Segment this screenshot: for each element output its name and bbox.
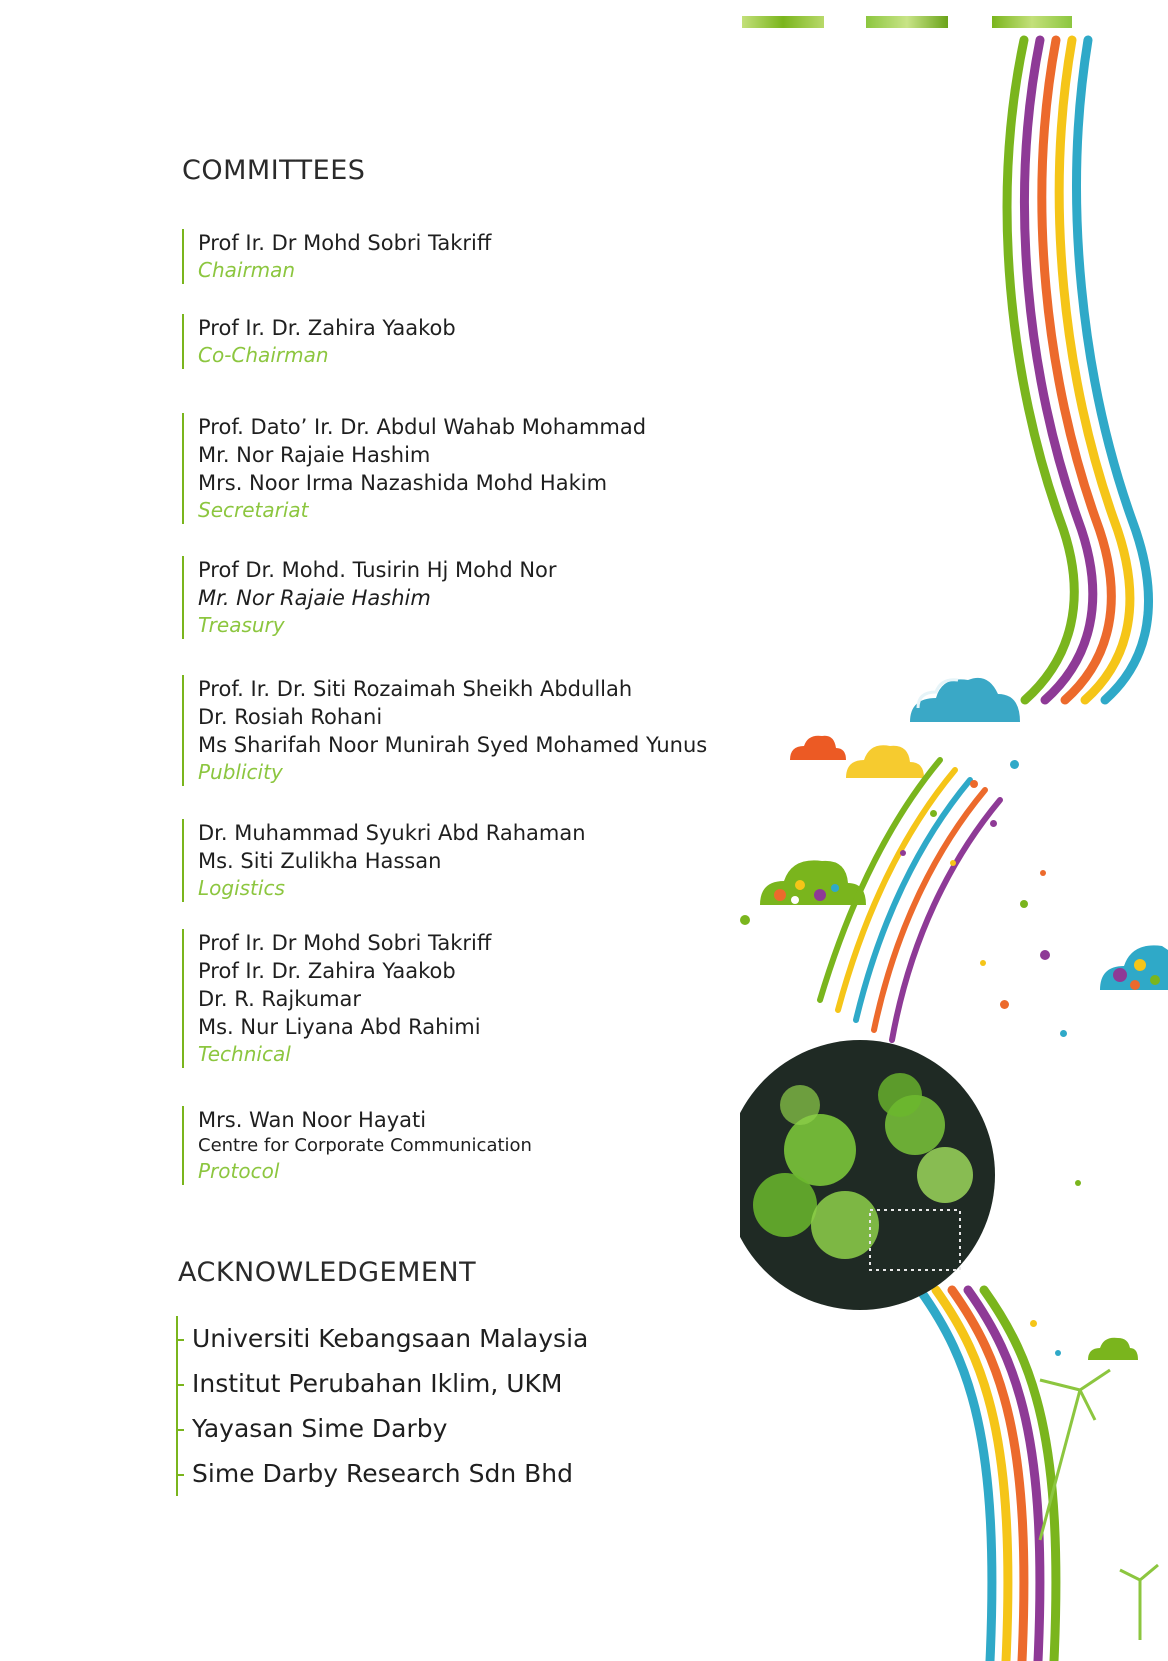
confetti-dot xyxy=(1020,900,1028,908)
decorative-artwork xyxy=(740,0,1168,1661)
member-name: Prof. Dato’ Ir. Dr. Abdul Wahab Mohammad xyxy=(198,415,647,439)
cloud-icon xyxy=(1100,945,1168,990)
acknowledgement-item: Sime Darby Research Sdn Bhd xyxy=(178,1451,588,1496)
committee-group-treasury xyxy=(182,556,557,639)
acknowledgement-item: Yayasan Sime Darby xyxy=(178,1406,588,1451)
globe-graphic xyxy=(740,1040,995,1310)
committee-role: Logistics xyxy=(198,876,285,900)
committee-group-secretariat xyxy=(182,413,646,524)
confetti-dot xyxy=(970,780,978,788)
confetti-dot xyxy=(950,860,956,866)
member-name: Prof Dr. Mohd. Tusirin Hj Mohd Nor xyxy=(198,558,557,582)
member-name: Ms. Nur Liyana Abd Rahimi xyxy=(198,1015,481,1039)
committee-group-chairman xyxy=(182,229,491,284)
confetti-dot xyxy=(1010,760,1019,769)
committees-title: COMMITTEES xyxy=(182,155,366,186)
committee-role: Protocol xyxy=(198,1159,280,1183)
member-name: Prof. Ir. Dr. Siti Rozaimah Sheikh Abdullah xyxy=(198,677,633,701)
committee-role: Treasury xyxy=(198,613,285,637)
member-name: Ms. Siti Zulikha Hassan xyxy=(198,849,442,873)
rainbow-ribbon-graphic xyxy=(740,0,1168,1661)
confetti-dot xyxy=(1030,1320,1037,1327)
cloud-icon xyxy=(760,860,866,905)
acknowledgement-item: Institut Perubahan Iklim, UKM xyxy=(178,1361,588,1406)
confetti-dot xyxy=(740,915,750,925)
confetti-dot xyxy=(1075,1180,1081,1186)
committee-role: Publicity xyxy=(198,760,283,784)
acknowledgement-item: Universiti Kebangsaan Malaysia xyxy=(178,1316,588,1361)
member-name: Prof Ir. Dr. Zahira Yaakob xyxy=(198,959,456,983)
member-name: Dr. R. Rajkumar xyxy=(198,987,362,1011)
confetti-dot xyxy=(900,850,906,856)
member-name: Prof Ir. Dr. Zahira Yaakob xyxy=(198,316,456,340)
confetti-dot xyxy=(1040,950,1050,960)
member-name: Prof Ir. Dr Mohd Sobri Takriff xyxy=(198,931,492,955)
acknowledgement-title: ACKNOWLEDGEMENT xyxy=(178,1257,477,1288)
committee-role: Chairman xyxy=(198,258,296,282)
committee-group-logistics xyxy=(182,819,586,902)
member-affiliation: Centre for Corporate Communication xyxy=(198,1135,532,1156)
confetti-dot xyxy=(1055,1350,1061,1356)
confetti-dot xyxy=(1060,1030,1067,1037)
committee-group-publicity xyxy=(182,675,707,786)
cloud-icon xyxy=(910,678,1020,722)
member-name: Ms Sharifah Noor Munirah Syed Mohamed Yunus xyxy=(198,733,708,757)
cloud-icon xyxy=(846,745,924,778)
cloud-icon xyxy=(790,736,846,760)
confetti-dot xyxy=(980,960,986,966)
committee-group-co-chairman xyxy=(182,314,456,369)
confetti-dot xyxy=(1040,870,1046,876)
member-name: Dr. Rosiah Rohani xyxy=(198,705,383,729)
cloud-icon xyxy=(1088,1338,1138,1360)
committee-role: Secretariat xyxy=(198,498,309,522)
member-name: Prof Ir. Dr Mohd Sobri Takriff xyxy=(198,231,492,255)
confetti-dot xyxy=(930,810,937,817)
acknowledgement-list xyxy=(176,1316,588,1496)
member-name: Mrs. Noor Irma Nazashida Mohd Hakim xyxy=(198,471,608,495)
member-name: Mr. Nor Rajaie Hashim xyxy=(198,586,431,610)
confetti-dot xyxy=(1000,1000,1009,1009)
committee-group-technical xyxy=(182,929,491,1068)
member-name: Mr. Nor Rajaie Hashim xyxy=(198,443,431,467)
member-name: Mrs. Wan Noor Hayati xyxy=(198,1108,427,1132)
member-name: Dr. Muhammad Syukri Abd Rahaman xyxy=(198,821,586,845)
committee-group-protocol xyxy=(182,1106,532,1185)
committee-role: Co-Chairman xyxy=(198,343,329,367)
committee-role: Technical xyxy=(198,1042,291,1066)
confetti-dot xyxy=(990,820,997,827)
